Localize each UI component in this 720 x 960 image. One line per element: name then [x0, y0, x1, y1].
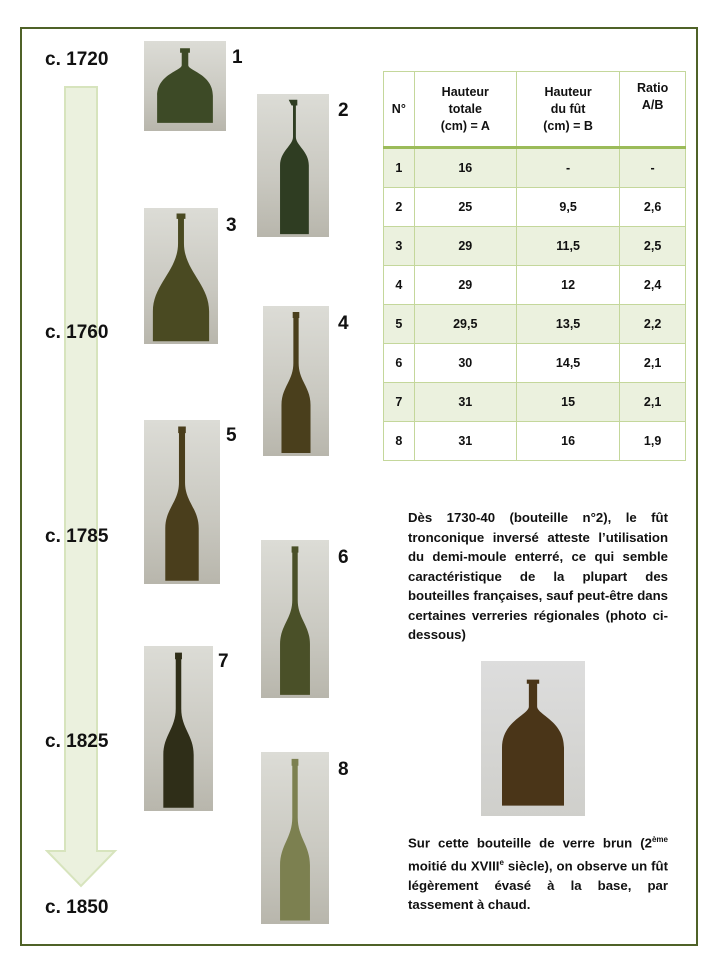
bottle-number: 6	[338, 547, 349, 568]
table-cell: 12	[516, 266, 619, 305]
table-cell: 13,5	[516, 305, 619, 344]
table-row	[384, 227, 686, 266]
table-row	[384, 148, 686, 188]
table-cell: 29	[414, 227, 516, 266]
table-cell: 7	[384, 383, 415, 422]
table-header: N°	[384, 72, 415, 148]
bottle-number: 5	[226, 425, 237, 446]
table-cell: 2,1	[620, 344, 686, 383]
table-cell: 2,2	[620, 305, 686, 344]
table-cell: 1	[384, 148, 415, 188]
table-cell: 25	[414, 188, 516, 227]
table-cell: 4	[384, 266, 415, 305]
table-cell: 30	[414, 344, 516, 383]
bottle-number: 8	[338, 759, 349, 780]
bottle-photo	[144, 646, 213, 811]
table-cell: 16	[414, 148, 516, 188]
table-header: Ratio A/B	[620, 72, 686, 148]
bottle-photo	[263, 306, 329, 456]
table-row	[384, 188, 686, 227]
bottle-photo	[144, 41, 226, 131]
bottle-photo	[144, 208, 218, 344]
date-label: c. 1785	[45, 526, 109, 547]
table-cell: 2,5	[620, 227, 686, 266]
table-row	[384, 305, 686, 344]
bottle-dimensions-table	[383, 71, 686, 461]
table-row	[384, 422, 686, 461]
bottle-number: 7	[218, 651, 229, 672]
table-cell: 5	[384, 305, 415, 344]
table-cell: 6	[384, 344, 415, 383]
bottle-number: 3	[226, 215, 237, 236]
table-header: Hauteur totale (cm) = A	[414, 72, 516, 148]
date-label: c. 1850	[45, 897, 109, 918]
table-cell: 11,5	[516, 227, 619, 266]
date-label: c. 1825	[45, 731, 109, 752]
bottle-photo	[257, 94, 329, 237]
date-label: c. 1760	[45, 322, 109, 343]
bottle-photo	[261, 540, 329, 698]
table-cell: 16	[516, 422, 619, 461]
table-header: Hauteur du fût (cm) = B	[516, 72, 619, 148]
brown-bottle-photo	[481, 661, 585, 816]
timeline-arrow	[45, 86, 119, 888]
table-cell: 1,9	[620, 422, 686, 461]
table-cell: 31	[414, 383, 516, 422]
bottle-number: 4	[338, 313, 349, 334]
table-row	[384, 266, 686, 305]
table-cell: 29	[414, 266, 516, 305]
table-cell: 8	[384, 422, 415, 461]
table-cell: 2,4	[620, 266, 686, 305]
date-label: c. 1720	[45, 49, 109, 70]
table-cell: 9,5	[516, 188, 619, 227]
table-cell: 2,6	[620, 188, 686, 227]
table-cell: 15	[516, 383, 619, 422]
table-cell: 14,5	[516, 344, 619, 383]
table-cell: 2,1	[620, 383, 686, 422]
bottle-photo	[261, 752, 329, 924]
description-paragraph: Dès 1730-40 (bouteille n°2), le fût tronconique inversé atteste l’utilisation du demi-moule enterré, ce qui semble caractéristique de la plupart des bouteilles françaises, sauf peut-être dans certaines verreries régionales (photo ci-dessous)	[408, 510, 668, 642]
bottle-number: 2	[338, 100, 349, 121]
table-cell: 29,5	[414, 305, 516, 344]
table-cell: 3	[384, 227, 415, 266]
bottle-number: 1	[232, 47, 243, 68]
table-cell: 2	[384, 188, 415, 227]
table-row	[384, 383, 686, 422]
table-cell: -	[516, 148, 619, 188]
table-cell: 31	[414, 422, 516, 461]
table-cell: -	[620, 148, 686, 188]
caption-paragraph: Sur cette bouteille de verre brun (2ème moitié du XVIIIe siècle), on observe un fût légèrement évasé à la base, par tassement à chaud.	[408, 835, 668, 913]
bottle-photo	[144, 420, 220, 584]
table-row	[384, 344, 686, 383]
